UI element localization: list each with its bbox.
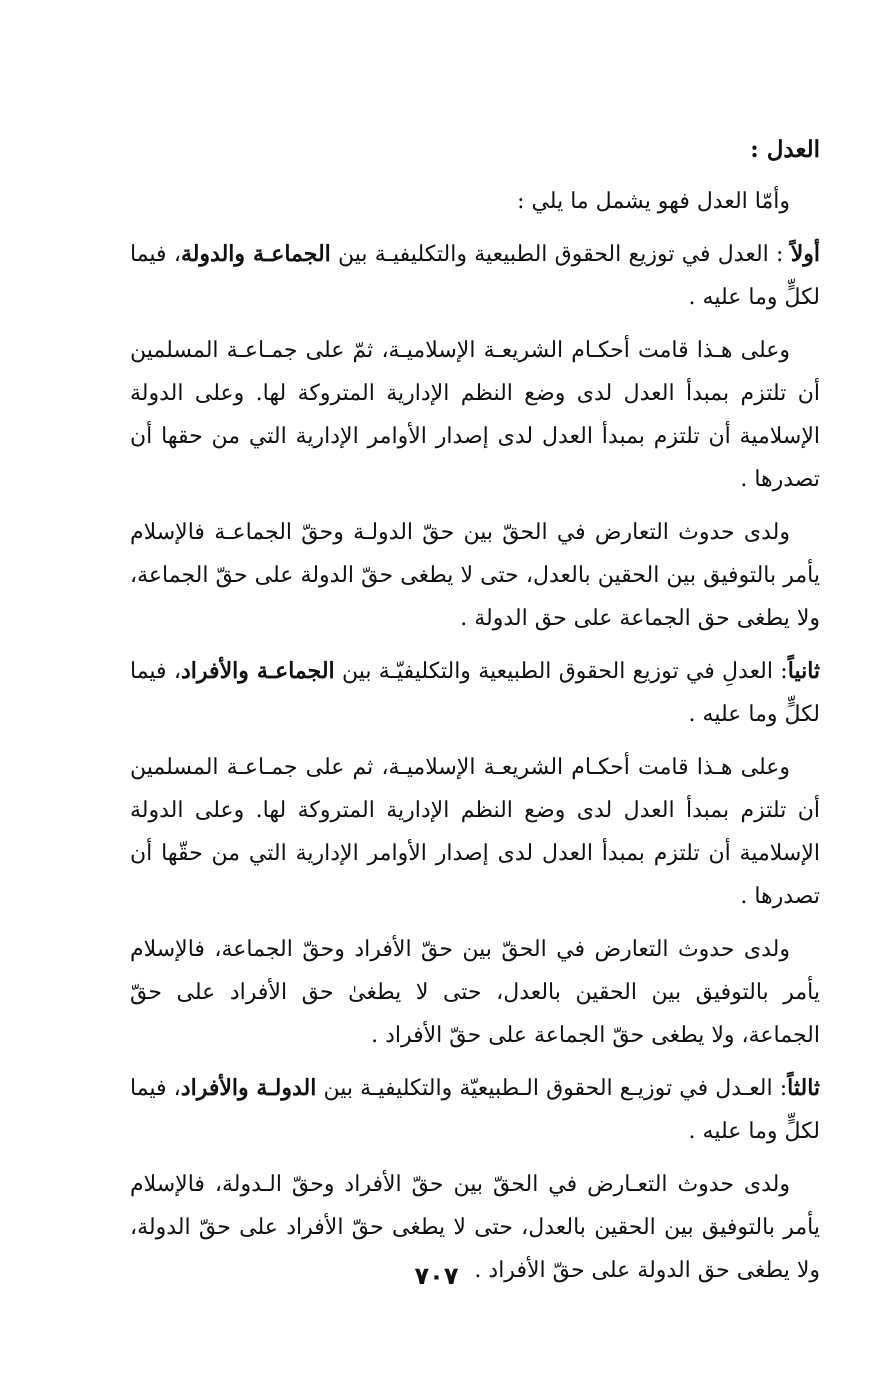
paragraph-2: ولدى حدوث التعارض في الحقّ بين حقّ الدولـة وحقّ الجماعـة فالإسلام يأمر بالتوفيق بين الحقين بالعدل، حتى لا يطغى حقّ الدولة على حقّ الجماعة، ولا يطغى حق الجماعة على حق الدولة .: [130, 520, 820, 631]
point-three-paragraph: [130, 1067, 820, 1153]
point-two-colon: :: [773, 659, 788, 684]
point-one-paragraph: [130, 233, 820, 319]
point-three-label: ثالثاً: [787, 1075, 821, 1101]
point-two-label: ثانياً: [787, 658, 821, 684]
point-three-colon: :: [772, 1076, 788, 1101]
paragraph-4: ولدى حدوث التعارض في الحقّ بين حقّ الأفراد وحقّ الجماعة، فالإسلام يأمر بالتوفيق بين الحقين بالعدل، حتى لا يطغىٰ حق الأفراد على حقّ الجماعة، ولا يطغى حقّ الجماعة على حقّ الأفراد .: [130, 937, 820, 1048]
paragraph-3: وعلى هـذا قامت أحكـام الشريعـة الإسلاميـة، ثم على جمـاعـة المسلمين أن تلتزم بمبدأ العدل لدى وضع النظم الإدارية المتروكة لها. وعلى الدولة الإسلامية أن تلتزم بمبدأ العدل لدى إصدار الأوامر الإدارية التي من حقّها أن تصدرها .: [130, 755, 821, 909]
point-one-colon: :: [768, 242, 791, 267]
page-body: [130, 128, 820, 1302]
intro-paragraph: وأمّا العدل فهو يشمل ما يلي :: [517, 189, 790, 214]
point-two-tail: ، فيما لكلٍّ وما عليه .: [130, 659, 820, 727]
point-one-label: أولاً: [790, 241, 820, 267]
point-three-bold-terms: الدولـة والأفراد: [180, 1075, 317, 1101]
point-two-bold-terms: الجماعـة والأفراد: [181, 658, 335, 684]
paragraph-5: ولدى حدوث التعـارض في الحقّ بين حقّ الأفراد وحقّ الـدولة، فالإسلام يأمر بالتوفيق بين الحقين بالعدل، حتى لا يطغى حقّ الأفراد على حقّ الدولة، ولا يطغى حق الدولة على حقّ الأفراد .: [130, 1172, 820, 1283]
section-heading: العدل :: [750, 136, 820, 163]
point-two-paragraph: [130, 650, 820, 736]
page-number: ٧٠٧: [414, 1262, 459, 1290]
paragraph-1: وعلى هـذا قامت أحكـام الشريعـة الإسلاميـة، ثمّ على جمـاعـة المسلمين أن تلتزم بمبدأ العدل لدى وضع النظم الإدارية المتروكة لها. وعلى الدولة الإسلامية أن تلتزم بمبدأ العدل لدى إصدار الأوامر الإدارية التي من حقها أن تصدرها .: [130, 338, 821, 492]
point-one-tail: ، فيما لكلٍّ وما عليه .: [130, 242, 820, 310]
point-two-text: العدلِ في توزيع الحقوق الطبيعية والتكليفيّـة بين: [334, 659, 773, 684]
point-three-tail: ، فيما لكلٍّ وما عليه .: [130, 1076, 820, 1144]
point-one-text: العدل في توزيع الحقوق الطبيعية والتكليفيـة بين: [330, 242, 769, 267]
point-one-bold-terms: الجماعـة والدولة: [180, 241, 331, 267]
point-three-text: العـدل في توزيـع الحقوق الـطبيعيّة والتكليفيـة بين: [316, 1076, 773, 1101]
